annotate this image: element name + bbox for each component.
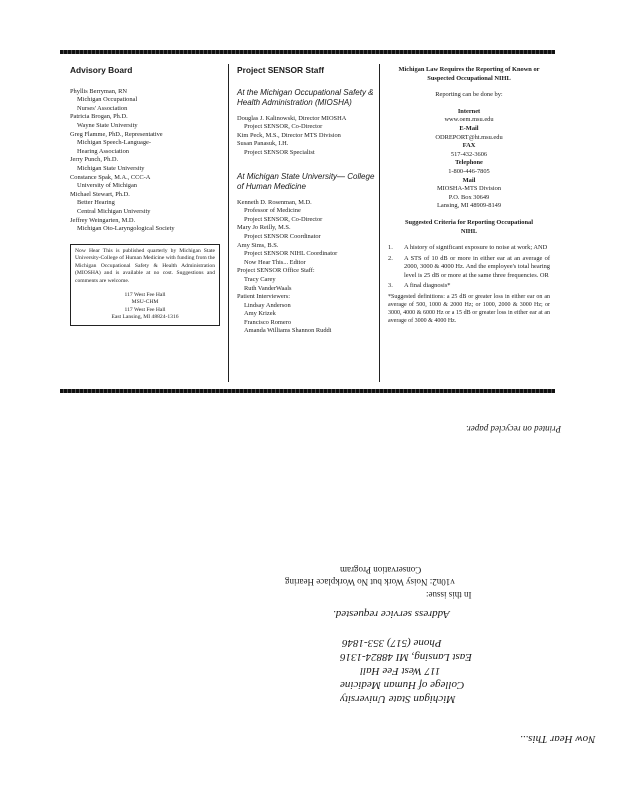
person-name: Constance Spak, M.A., CCC-A [70, 173, 151, 181]
reporting-method-label: Internet [457, 107, 481, 115]
person-affiliation: Michigan Oto-Laryngological Society [77, 225, 175, 233]
top-rule [60, 50, 555, 54]
person-affiliation: Project SENSOR Coordinator [244, 232, 321, 240]
bottom-rule [60, 389, 555, 393]
msu-heading: At Michigan State University— College of Human Medicine [237, 171, 375, 191]
reporting-method-value: P.O. Box 30649 [448, 193, 490, 201]
publication-address [75, 292, 215, 322]
person-affiliation: Tracy Carey [244, 275, 276, 283]
address-line: East Lansing, MI 48824-1316 [111, 314, 179, 321]
mailer-line-4: East Lansing, MI 48824-1316 [340, 651, 472, 663]
reporting-methods-list [388, 108, 550, 211]
person-name: Greg Flamme, PhD., Representative [70, 130, 163, 138]
reporting-method-value: 1-800-446-7805 [448, 167, 490, 175]
column-divider-1 [228, 64, 229, 382]
criteria-item [388, 255, 550, 281]
person-name: Jerry Punch, Ph.D. [70, 156, 119, 164]
address-service-requested: Address service requested. [333, 608, 450, 620]
project-sensor-staff-column [237, 66, 375, 382]
criteria-text: A STS of 10 dB or more in either ear at an average of 2000, 3000 & 4000 Hz. And the employee's total hearing level is 25 dB or more at the same three frequencies. OR [404, 254, 550, 279]
reporting-method-label: Mail [462, 176, 476, 184]
advisory-member-list [70, 88, 220, 234]
person-name: Patricia Brogan, Ph.D. [70, 113, 128, 121]
person-affiliation: Amanda Williams Shannon Ruddi [244, 327, 332, 335]
person-affiliation: Wayne State University [77, 121, 138, 129]
person-affiliation: Now Hear This... Editor [244, 258, 306, 266]
advisory-board-column [70, 66, 220, 382]
issue-line-2: Conservation Program [340, 565, 422, 575]
mailer-line-3: 117 West Fee Hall [360, 665, 441, 677]
person-affiliation: Better Hearing [77, 199, 115, 207]
reporting-method-label: E-Mail [459, 124, 479, 132]
reporting-method-value: 517-432-3606 [450, 150, 488, 158]
person-affiliation: Central Michigan University [77, 207, 151, 215]
advisory-board-title: Advisory Board [70, 65, 133, 75]
criteria-number: 3. [388, 282, 393, 290]
address-line: 117 West Fee Hall [124, 291, 166, 298]
reporting-method-value: www.oem.msu.edu [444, 116, 494, 124]
person-name: Amy Sims, B.S. [237, 241, 279, 249]
masthead-title: Now Hear This... [520, 733, 596, 745]
person-name: Mary Jo Reilly, M.S. [237, 224, 291, 232]
msu-staff-list [237, 199, 375, 337]
person-affiliation: University of Michigan [77, 182, 137, 190]
criteria-list [388, 244, 550, 291]
criteria-item [388, 282, 550, 291]
person-affiliation: Project SENSOR, Co-Director [244, 215, 323, 223]
person-name: Douglas J. Kalinowski, Director MIOSHA [237, 114, 347, 122]
criteria-number: 2. [388, 254, 393, 262]
person-affiliation: Lindsay Anderson [244, 301, 291, 309]
person-affiliation: Nurses' Association [77, 104, 128, 112]
criteria-text: A final diagnosis* [404, 282, 451, 290]
criteria-number: 1. [388, 244, 393, 252]
miosha-staff-list [237, 115, 375, 158]
person-affiliation: Professor of Medicine [244, 207, 301, 215]
issue-line-1: v10n2: Noisy Work but No Workplace Hearing [285, 577, 455, 587]
mailer-line-2: College of Human Medicine [340, 679, 465, 691]
recycled-paper-note: Printed on recycled paper. [465, 424, 561, 434]
publication-notice-box [70, 244, 220, 326]
person-affiliation: Hearing Association [77, 147, 130, 155]
person-name: Jeffrey Weingarten, M.D. [70, 216, 136, 224]
person-name: Phyllis Berryman, RN [70, 87, 127, 95]
reporting-method-value: ODREPORT@ht.msu.edu [435, 133, 503, 141]
person-affiliation: Francisco Romero [244, 318, 292, 326]
reporting-method-value: MIOSHA-MTS Division [436, 185, 502, 193]
address-line: MSU-CHM [131, 299, 159, 306]
criteria-footnote: *Suggested definitions: a 25 dB or greater loss in either ear on an average of 500, 1000 & 2000 Hz; or 1000, 2000 & 3000 Hz; or 3000, 4000 & 6000 Hz or a 15 dB or greater loss in either ear at an average of 3000 & 4000 Hz. [388, 294, 550, 325]
person-affiliation: Project SENSOR, Co-Director [244, 123, 323, 131]
miosha-heading: At the Michigan Occupational Safety & Health Administration (MIOSHA) [237, 87, 374, 107]
person-affiliation: Ruth VanderWaals [244, 284, 292, 292]
criteria-heading: Suggested Criteria for Reporting Occupational NIHL [404, 218, 534, 235]
person-name: Kenneth D. Rosenman, M.D. [237, 198, 312, 206]
address-line: 117 West Fee Hall [124, 306, 166, 313]
law-heading: Michigan Law Requires the Reporting of Known or Suspected Occupational NIHL [398, 66, 540, 82]
person-affiliation: Project SENSOR Specialist [244, 148, 315, 156]
criteria-text: A history of significant exposure to noise at work; AND [404, 244, 548, 252]
person-name: Michael Stewart, Ph.D. [70, 190, 130, 198]
mailer-line-1: Michigan State University [340, 693, 456, 705]
issue-label: In this issue: [426, 590, 472, 600]
reporting-method-label: Telephone [455, 159, 483, 167]
mailer-line-5: Phone (517) 353-1846 [342, 637, 442, 649]
person-affiliation: Project SENSOR NIHL Coordinator [244, 250, 338, 258]
column-divider-2 [379, 64, 380, 382]
person-name: Project SENSOR Office Staff: [237, 267, 315, 275]
publication-notice-text: Now Hear This is published quarterly by Michigan State University-College of Human Medicine with funding from the Michigan Occupational Safety & Health Administration (MIOSHA) and is available at no cost. Suggestions and comments are welcome. [75, 247, 215, 285]
reporting-intro: Reporting can be done by: [435, 91, 503, 99]
criteria-item [388, 244, 550, 253]
reporting-method-label: FAX [462, 142, 476, 150]
staff-title: Project SENSOR Staff [237, 65, 325, 75]
reporting-law-column [388, 66, 550, 382]
person-name: Patient Interviewers: [237, 293, 291, 301]
person-affiliation: Michigan Occupational [77, 96, 138, 104]
person-name: Susan Panasuk, I.H. [237, 140, 289, 148]
person-affiliation: Amy Krizek [244, 310, 276, 318]
person-name: Kim Peck, M.S., Director MTS Division [237, 131, 341, 139]
reporting-method-value: Lansing, MI 48909-8149 [436, 202, 502, 210]
person-affiliation: Michigan State University [77, 164, 145, 172]
person-affiliation: Michigan Speech-Language- [77, 139, 151, 147]
